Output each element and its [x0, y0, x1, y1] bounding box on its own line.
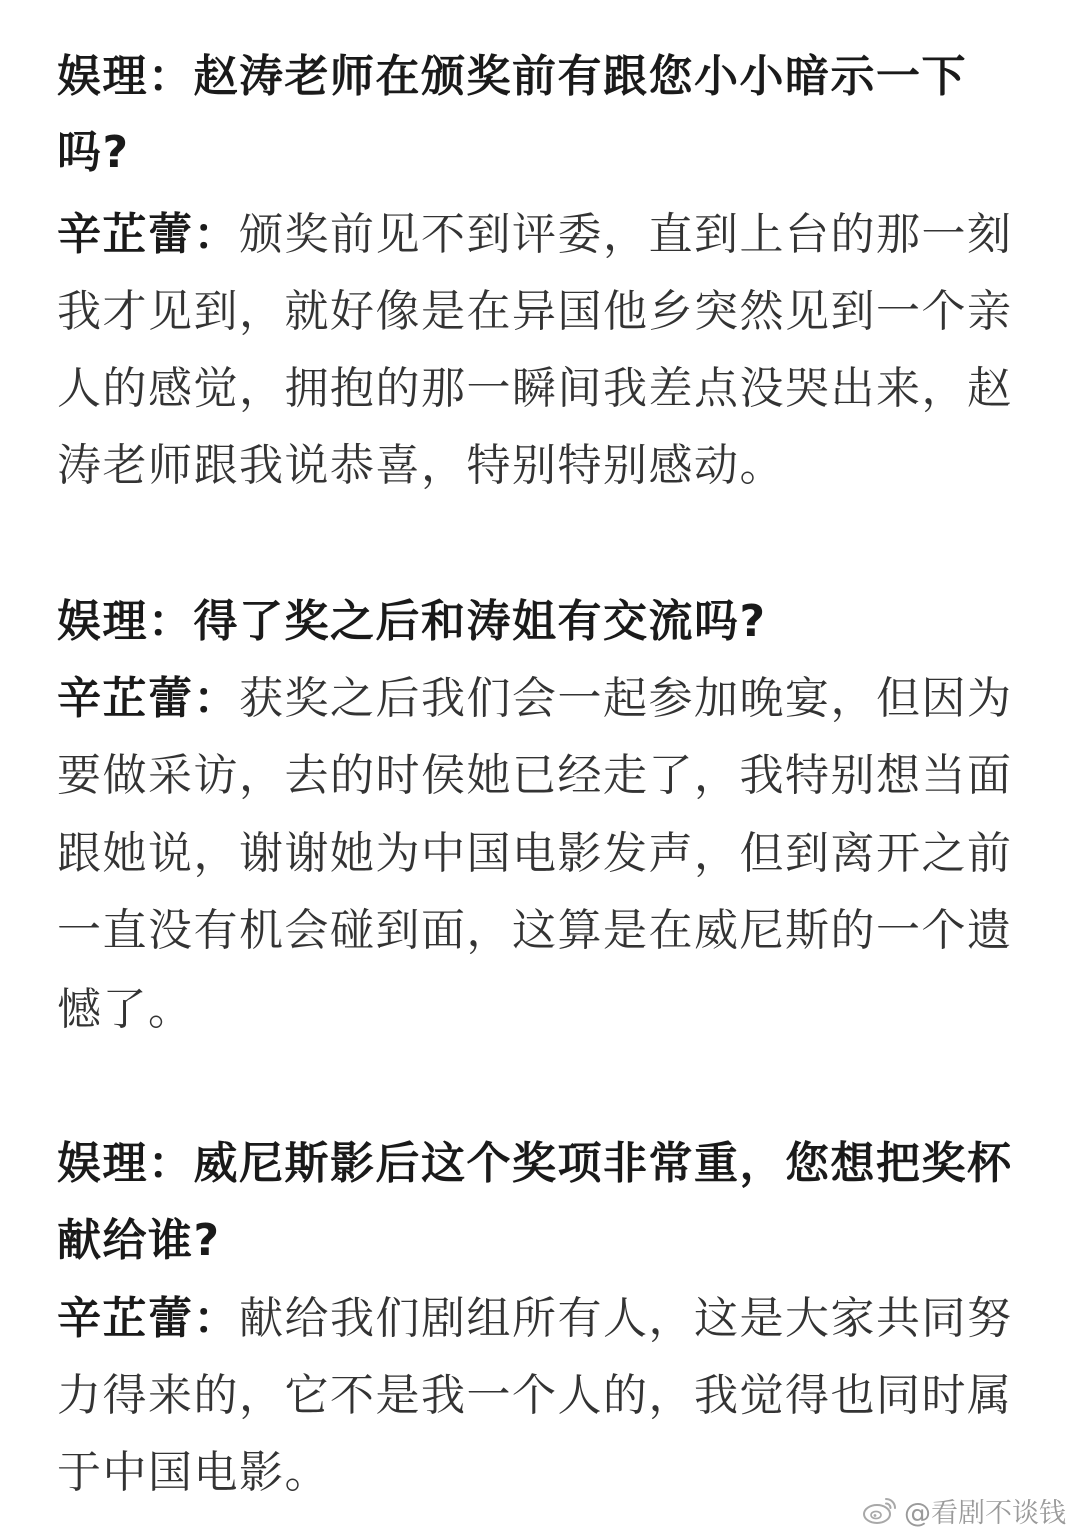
question-2-text: 得了奖之后和涛姐有交流吗?	[193, 596, 767, 647]
answer-3-line-2: 力得来的，它不是我一个人的，我觉得也同时属	[57, 1370, 1013, 1421]
answer-2-line-1	[57, 674, 1013, 724]
answer-1-text: 颁奖前见不到评委，直到上台的那一刻	[239, 209, 1013, 260]
answer-1-speaker: 辛芷蕾：	[57, 209, 239, 260]
answer-1-line-2: 我才见到，就好像是在异国他乡突然见到一个亲	[57, 286, 1013, 337]
question-1-text: 赵涛老师在颁奖前有跟您小小暗示一下	[193, 51, 967, 102]
answer-2-speaker: 辛芷蕾：	[57, 673, 239, 724]
answer-2-line-2: 要做采访，去的时侯她已经走了，我特别想当面	[57, 750, 1013, 801]
answer-1-line-4: 涛老师跟我说恭喜，特别特别感动。	[57, 440, 785, 491]
question-1-line-1	[57, 52, 967, 102]
answer-2-line-3: 跟她说，谢谢她为中国电影发声，但到离开之前	[57, 828, 1013, 879]
question-1-line-2: 吗?	[57, 127, 130, 178]
watermark-text: @看剧不谈钱	[904, 1497, 1066, 1529]
answer-2-line-5: 憾了。	[57, 984, 194, 1035]
answer-2-text: 获奖之后我们会一起参加晚宴，但因为	[239, 673, 1013, 724]
answer-1-line-1	[57, 210, 1013, 260]
weibo-watermark	[862, 1490, 1066, 1530]
answer-1-line-3: 人的感觉，拥抱的那一瞬间我差点没哭出来，赵	[57, 363, 1013, 414]
question-3-line-1	[57, 1139, 1013, 1189]
answer-3-text: 献给我们剧组所有人，这是大家共同努	[239, 1293, 1013, 1344]
answer-3-line-1	[57, 1294, 1013, 1344]
question-3-speaker: 娱理：	[57, 1138, 194, 1189]
question-1-speaker: 娱理：	[57, 51, 194, 102]
question-3-line-2: 献给谁?	[57, 1215, 221, 1266]
question-2-line-1	[57, 597, 767, 647]
question-3-text: 威尼斯影后这个奖项非常重，您想把奖杯	[193, 1138, 1013, 1189]
question-2-speaker: 娱理：	[57, 596, 194, 647]
weibo-icon	[862, 1495, 898, 1525]
answer-3-speaker: 辛芷蕾：	[57, 1293, 239, 1344]
answer-2-line-4: 一直没有机会碰到面，这算是在威尼斯的一个遗	[57, 905, 1013, 956]
answer-3-line-3: 于中国电影。	[57, 1447, 330, 1498]
